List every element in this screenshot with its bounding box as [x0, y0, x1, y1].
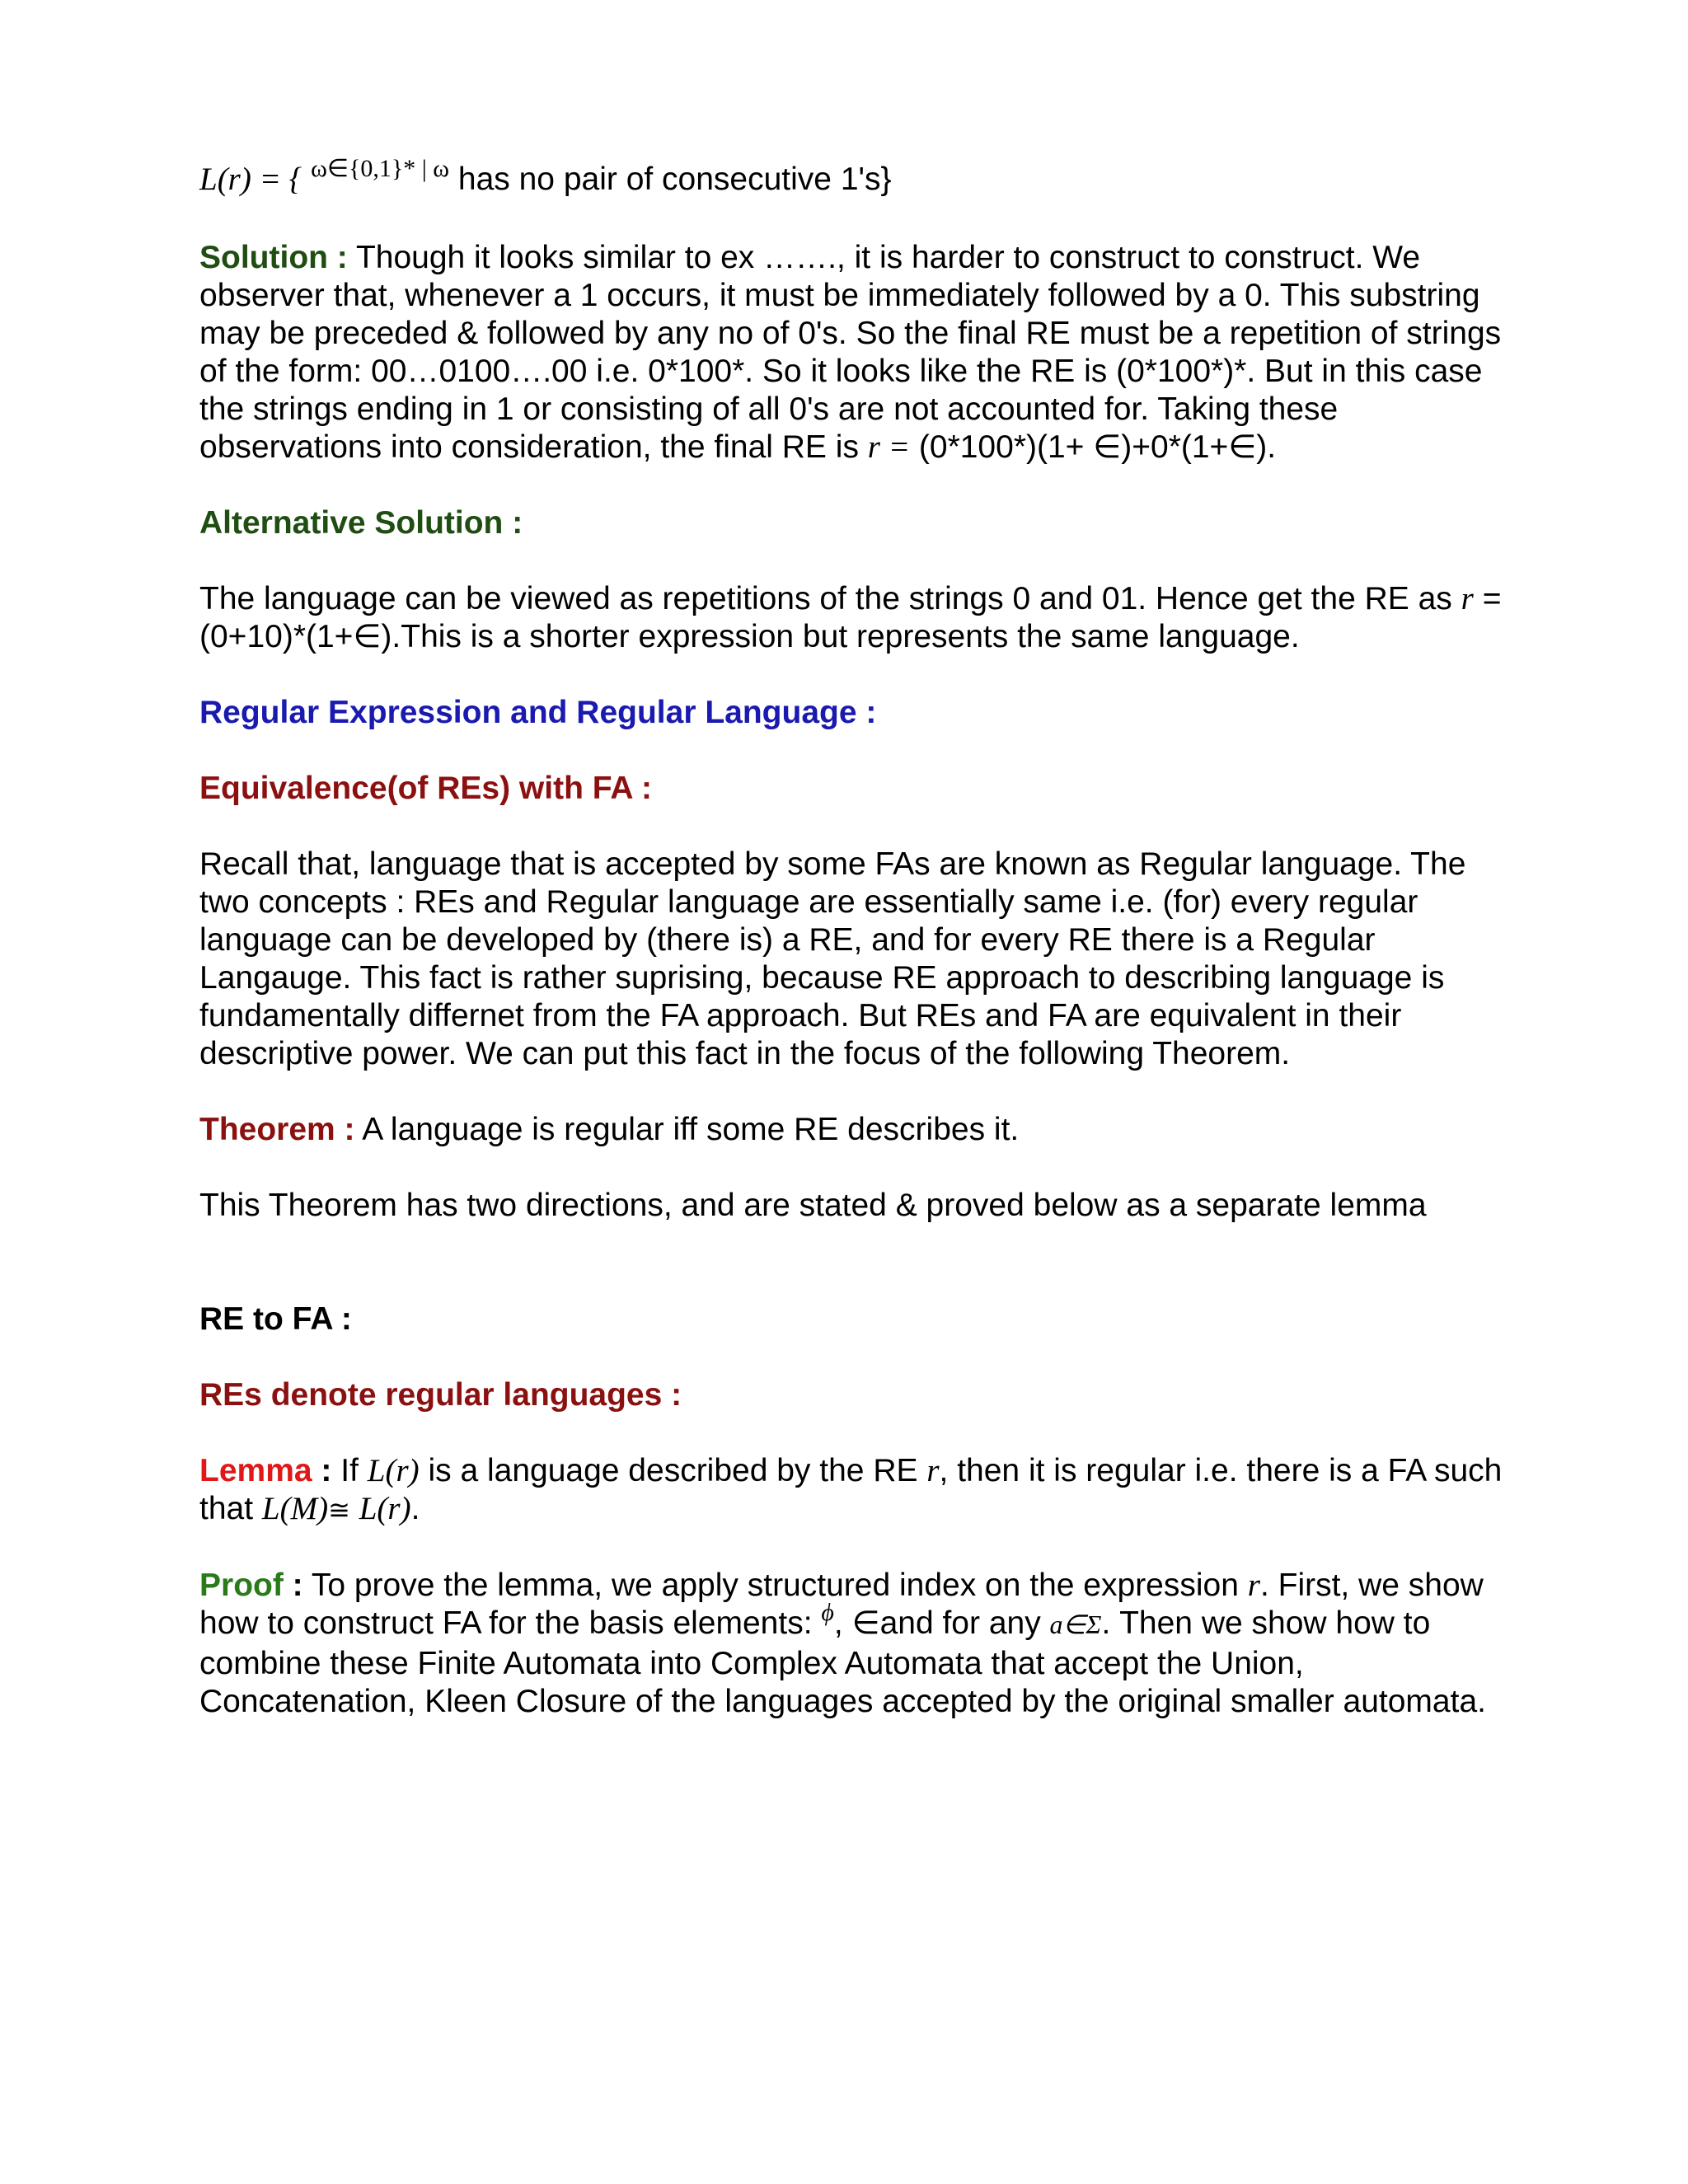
proof-label: Proof — [199, 1568, 284, 1603]
document-body — [199, 155, 1518, 1759]
alt-text-2: = (0+10)*(1+∈).This is a shorter expression but represents the same language. — [199, 581, 1502, 654]
solution-label: Solution : — [199, 240, 348, 275]
proof-text-c: , ∈and for any — [833, 1605, 1041, 1641]
lemma-text-b: is a language described by the RE — [428, 1453, 918, 1488]
res-denote-heading: REs denote regular languages : — [199, 1377, 682, 1413]
proof-colon: : — [292, 1568, 303, 1603]
lemma-paragraph — [199, 1452, 1518, 1529]
theorem-text: A language is regular iff some RE describes it. — [362, 1112, 1020, 1147]
proof-text-d: . Then we show how to combine these Finite Automata into Complex Automata that accept the Union, Concatenation, Kleen Closure of the languages accepted by the original smaller automata. — [199, 1605, 1486, 1719]
lemma-lr: L(r) — [367, 1453, 420, 1488]
set-expression: ω∈{0,1}* | ω — [311, 155, 450, 182]
lemma-r: r — [926, 1453, 940, 1488]
lr-lhs: L(r) = { — [199, 162, 302, 197]
lemma-label: Lemma — [199, 1453, 312, 1488]
alt-r-var: r — [1461, 581, 1474, 616]
recall-paragraph: Recall that, language that is accepted by some FAs are known as Regular language. The two concepts : REs and Regular language are essentially same i.e. (for) every regular language can be developed by (there is) a RE, and for every RE there is a Regular Langauge. This fact is rather suprising, because RE approach to describing language is fundamentally differnet from the FA approach. But REs and FA are equivalent in their descriptive power. We can put this fact in the focus of the following Theorem. — [199, 846, 1466, 1071]
proof-text-b: . First, we show how to construct FA for the basis elements: — [199, 1568, 1484, 1641]
lemma-end: . — [410, 1491, 420, 1526]
re-to-fa-heading: RE to FA : — [199, 1301, 352, 1337]
lemma-cong: ≅ — [328, 1495, 350, 1525]
lemma-text-a: If — [340, 1453, 359, 1488]
subsection-heading: Equivalence(of REs) with FA : — [199, 771, 652, 806]
solution-expression: (0*100*)(1+ ∈)+0*(1+∈). — [918, 429, 1277, 465]
lemma-text-c: , then it is regular i.e. there is a FA such that — [199, 1453, 1503, 1526]
theorem-paragraph — [199, 1111, 1518, 1149]
theorem-label: Theorem : — [199, 1112, 355, 1147]
language-condition: has no pair of consecutive 1's} — [457, 162, 892, 197]
alternative-solution-heading: Alternative Solution : — [199, 505, 523, 541]
lemma-lr2: L(r) — [359, 1491, 411, 1526]
solution-text: Though it looks similar to ex ……., it is harder to construct to construct. We observer that, whenever a 1 occurs, it must be immediately followed by a 0. This substring may be preceded & followed by any no of 0's. So the final RE must be a repetition of strings of the form: 00…0100….00 i.e. 0*100*. So it looks like the RE is (0*100*)*. But in this case the strings ending in 1 or consisting of all 0's are not accounted for. Taking these observations into consideration, the final RE is — [199, 240, 1502, 465]
theorem-note: This Theorem has two directions, and are stated & proved below as a separate lemma — [199, 1188, 1427, 1223]
alternative-solution-paragraph — [199, 580, 1518, 656]
proof-paragraph — [199, 1567, 1518, 1721]
phi-symbol: ϕ — [821, 1599, 834, 1626]
solution-paragraph — [199, 239, 1518, 466]
language-definition — [199, 155, 1518, 201]
alt-text-1: The language can be viewed as repetitions of the strings 0 and 01. Hence get the RE as — [199, 581, 1452, 616]
solution-r-eq: r = — [867, 429, 911, 465]
proof-text-a: To prove the lemma, we apply structured index on the expression — [311, 1568, 1239, 1603]
lemma-colon: : — [321, 1453, 332, 1488]
section-heading: Regular Expression and Regular Language : — [199, 695, 877, 730]
proof-r: r — [1247, 1568, 1260, 1603]
lemma-lm: L(M) — [261, 1491, 329, 1526]
a-in-sigma: a∈Σ — [1049, 1610, 1102, 1639]
